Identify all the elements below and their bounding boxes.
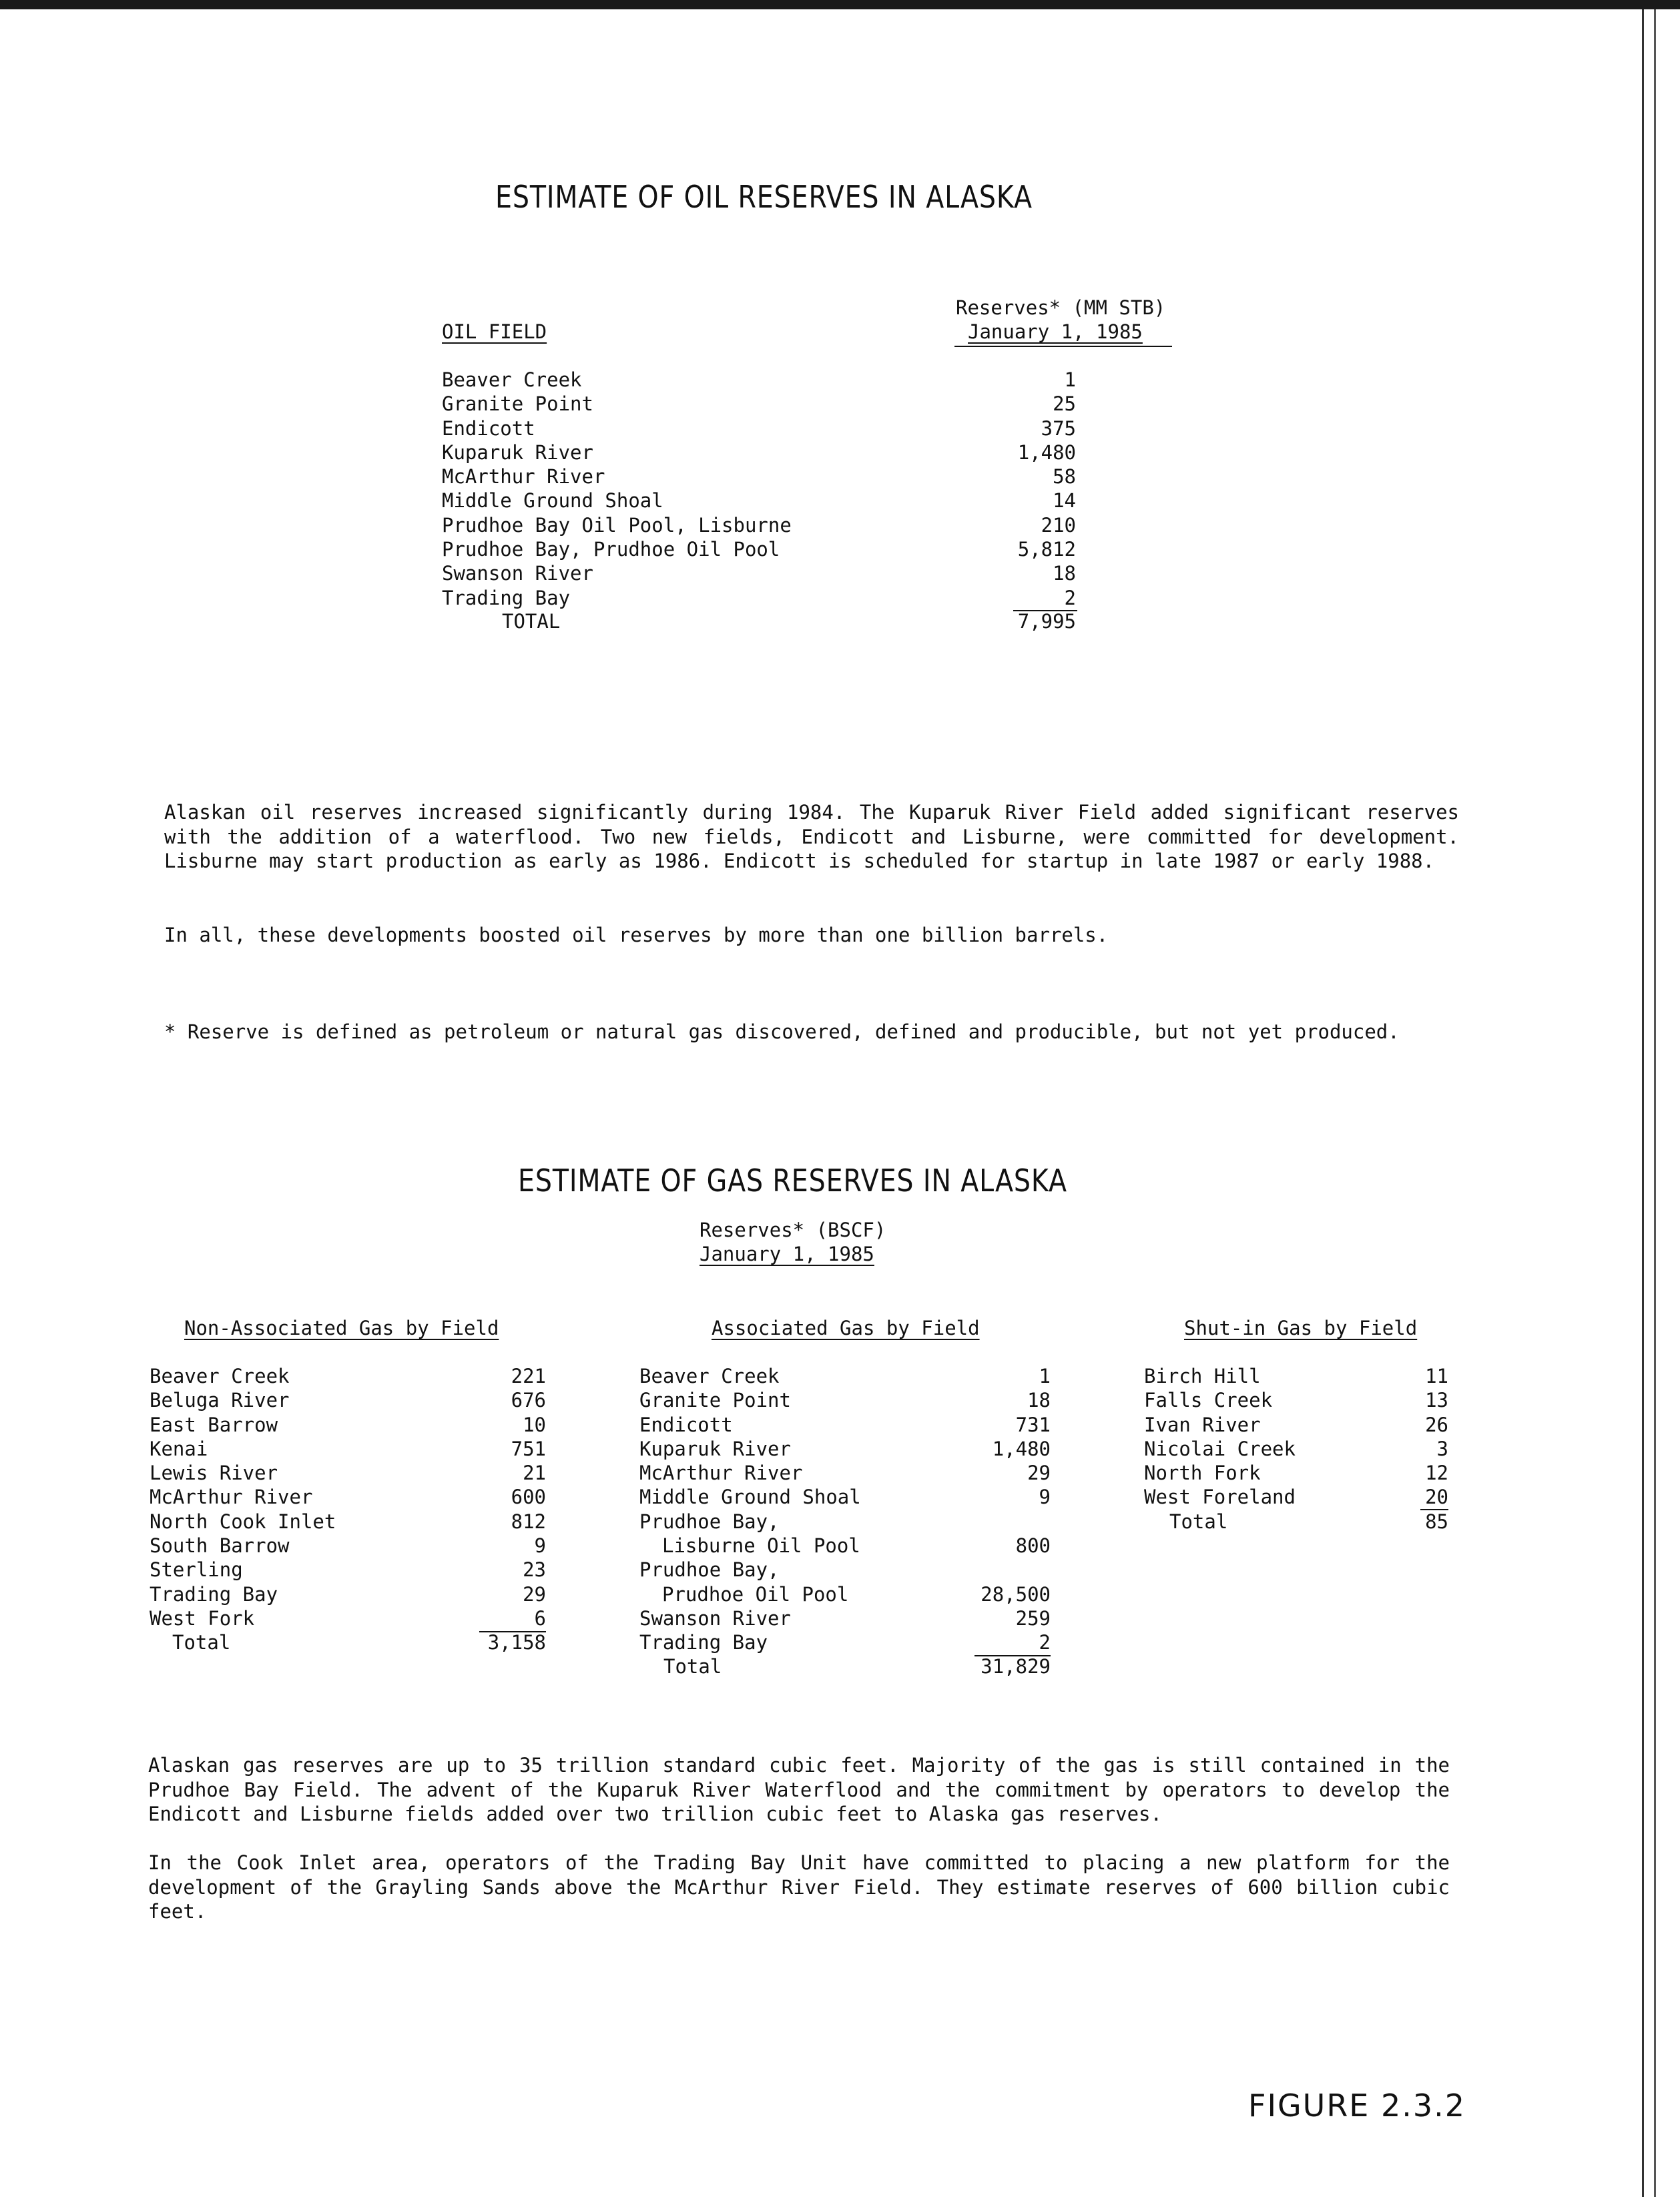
figure-label: FIGURE 2.3.2 xyxy=(1248,2088,1466,2124)
table-row xyxy=(639,1413,1051,1437)
table-row xyxy=(442,513,1076,537)
reserve-value: 20 xyxy=(1425,1486,1448,1509)
table-row xyxy=(1144,1388,1448,1412)
reserve-value: 676 xyxy=(511,1389,546,1412)
field-name: North Cook Inlet xyxy=(150,1510,336,1533)
field-name: Prudhoe Bay, Prudhoe Oil Pool xyxy=(442,538,780,561)
reserve-value: 21 xyxy=(523,1462,546,1485)
table-row xyxy=(639,1437,1051,1461)
oil-reserves-header-2: January 1, 1985 xyxy=(968,320,1143,343)
reserve-value: 5,812 xyxy=(1017,538,1076,561)
field-name: Sterling xyxy=(150,1558,243,1582)
field-name: Nicolai Creek xyxy=(1144,1437,1296,1460)
field-name: East Barrow xyxy=(150,1413,278,1436)
field-name: Prudhoe Bay Oil Pool, Lisburne xyxy=(442,513,792,537)
reserve-value: 800 xyxy=(1015,1534,1051,1558)
field-name: Endicott xyxy=(442,416,535,440)
oil-reserves-header-1: Reserves* (MM STB) xyxy=(956,296,1166,319)
oil-paragraph-2: In all, these developments boosted oil reserves by more than one billion barrels. xyxy=(164,924,1109,946)
shut-in-total-value: 85 xyxy=(1425,1510,1448,1533)
field-name: Birch Hill xyxy=(1144,1365,1261,1387)
table-row xyxy=(150,1388,546,1412)
associated-header: Associated Gas by Field xyxy=(712,1317,980,1339)
table-row xyxy=(639,1558,1051,1582)
non-associated-table xyxy=(150,1364,546,1630)
non-associated-header: Non-Associated Gas by Field xyxy=(184,1317,499,1339)
field-name: West Fork xyxy=(150,1606,255,1630)
gas-reserves-header-2: January 1, 1985 xyxy=(699,1243,874,1265)
reserve-value: 3 xyxy=(1436,1437,1448,1460)
field-name: Endicott xyxy=(639,1413,733,1436)
reserve-value: 259 xyxy=(1015,1606,1051,1630)
reserve-value: 29 xyxy=(1027,1462,1051,1485)
table-row xyxy=(639,1461,1051,1485)
field-name: Kuparuk River xyxy=(639,1437,791,1460)
field-name: Lewis River xyxy=(150,1462,278,1485)
table-row xyxy=(442,489,1076,513)
shut-in-table xyxy=(1144,1364,1448,1510)
table-row xyxy=(639,1534,1051,1558)
table-row xyxy=(442,464,1076,489)
table-row xyxy=(150,1510,546,1534)
field-name: North Fork xyxy=(1144,1462,1261,1485)
table-row xyxy=(639,1582,1051,1606)
shut-in-header: Shut-in Gas by Field xyxy=(1184,1317,1418,1339)
reserve-value: 18 xyxy=(1053,562,1076,585)
reserve-value: 1,480 xyxy=(1017,440,1076,464)
field-name: Middle Ground Shoal xyxy=(639,1486,861,1509)
reserve-value: 731 xyxy=(1015,1413,1051,1436)
oil-total-label: TOTAL xyxy=(502,610,561,633)
table-row xyxy=(150,1582,546,1606)
table-row xyxy=(442,416,1076,440)
table-row xyxy=(150,1413,546,1437)
field-name: Middle Ground Shoal xyxy=(442,489,663,513)
table-row xyxy=(150,1364,546,1388)
reserve-value: 6 xyxy=(534,1606,546,1630)
reserve-value: 2 xyxy=(1064,586,1076,609)
reserve-value: 2 xyxy=(1039,1631,1051,1654)
reserve-value: 221 xyxy=(511,1365,546,1387)
field-name: Ivan River xyxy=(1144,1413,1261,1436)
non-associated-total xyxy=(150,1630,546,1654)
table-row xyxy=(1144,1461,1448,1485)
table-row xyxy=(1144,1364,1448,1388)
field-name: McArthur River xyxy=(150,1486,313,1509)
gas-paragraph-2: In the Cook Inlet area, operators of the Trading Bay Unit have committed to placing a new platform for the development of the Grayling Sands above the McArthur River Field. They estimate reserves of 600 billion cubic feet. xyxy=(148,1851,1450,1923)
oil-field-header: OIL FIELD xyxy=(442,320,547,343)
reserve-value: 1,480 xyxy=(992,1437,1051,1460)
reserve-value: 29 xyxy=(523,1582,546,1606)
oil-total xyxy=(442,609,1076,633)
table-row xyxy=(150,1534,546,1558)
table-row xyxy=(150,1461,546,1485)
table-row xyxy=(442,586,1076,610)
reserve-value: 375 xyxy=(1041,416,1076,440)
reserve-value: 58 xyxy=(1053,465,1076,489)
non-associated-total-value: 3,158 xyxy=(487,1631,546,1654)
field-name: Swanson River xyxy=(442,562,593,585)
associated-table xyxy=(639,1364,1051,1655)
table-row xyxy=(639,1364,1051,1388)
table-row xyxy=(150,1558,546,1582)
reserve-value: 751 xyxy=(511,1437,546,1460)
field-name: Beaver Creek xyxy=(442,368,582,391)
associated-total xyxy=(639,1654,1051,1678)
field-name: West Foreland xyxy=(1144,1486,1296,1509)
field-name: South Barrow xyxy=(150,1534,290,1558)
field-name: Granite Point xyxy=(639,1389,791,1412)
table-row xyxy=(1144,1437,1448,1461)
field-name: Kuparuk River xyxy=(442,440,593,464)
scan-right-edge-2 xyxy=(1654,9,1656,2197)
table-row xyxy=(1144,1413,1448,1437)
reserve-value: 210 xyxy=(1041,513,1076,537)
reserve-value: 812 xyxy=(511,1510,546,1533)
reserve-value: 18 xyxy=(1027,1389,1051,1412)
table-row xyxy=(639,1510,1051,1534)
shut-in-total-label: Total xyxy=(1169,1510,1228,1533)
reserve-value: 600 xyxy=(511,1486,546,1509)
table-row xyxy=(150,1437,546,1461)
gas-paragraph-1: Alaskan gas reserves are up to 35 trillion standard cubic feet. Majority of the gas is still contained in the Prudhoe Bay Field. The advent of the Kuparuk River Waterflood and the commitment by operators to develop the Endicott and Lisburne fields added over two trillion cubic feet to Alaska gas reserves. xyxy=(148,1754,1450,1825)
table-row xyxy=(639,1606,1051,1630)
field-name: Prudhoe Bay, xyxy=(639,1510,780,1533)
field-name: Kenai xyxy=(150,1437,208,1460)
table-row xyxy=(639,1630,1051,1654)
field-name: Prudhoe Bay, xyxy=(639,1558,780,1582)
table-row xyxy=(442,368,1076,392)
reserve-value: 10 xyxy=(523,1413,546,1436)
reserve-value: 13 xyxy=(1425,1389,1448,1412)
reserve-value: 1 xyxy=(1064,368,1076,391)
oil-footnote: * Reserve is defined as petroleum or natural gas discovered, defined and producible, but not yet produced. xyxy=(164,1020,1400,1043)
shut-in-total xyxy=(1144,1510,1448,1534)
scan-right-edge xyxy=(1642,9,1644,2197)
reserve-value: 12 xyxy=(1425,1462,1448,1485)
table-row xyxy=(442,392,1076,416)
field-name: Beaver Creek xyxy=(150,1365,290,1387)
reserve-value: 11 xyxy=(1425,1365,1448,1387)
table-row xyxy=(639,1485,1051,1509)
table-row xyxy=(639,1388,1051,1412)
table-row xyxy=(442,440,1076,464)
associated-total-value: 31,829 xyxy=(981,1655,1051,1678)
field-name: Trading Bay xyxy=(442,586,571,609)
reserve-value: 1 xyxy=(1039,1365,1051,1387)
oil-title: ESTIMATE OF OIL RESERVES IN ALASKA xyxy=(495,179,1033,215)
reserve-value: 25 xyxy=(1053,392,1076,416)
gas-reserves-header-1: Reserves* (BSCF) xyxy=(699,1219,886,1241)
field-name: Lisburne Oil Pool xyxy=(662,1534,860,1558)
table-row xyxy=(442,561,1076,585)
field-name: Trading Bay xyxy=(639,1631,768,1654)
field-name: Beaver Creek xyxy=(639,1365,780,1387)
field-name: Swanson River xyxy=(639,1606,791,1630)
table-row xyxy=(150,1485,546,1509)
table-row xyxy=(150,1606,546,1630)
reserve-value: 9 xyxy=(534,1534,546,1558)
table-row xyxy=(442,537,1076,561)
reserve-value: 28,500 xyxy=(981,1582,1051,1606)
field-name: Granite Point xyxy=(442,392,593,416)
oil-header-rule xyxy=(954,346,1172,347)
field-name: McArthur River xyxy=(442,465,605,489)
field-name: Prudhoe Oil Pool xyxy=(662,1582,849,1606)
oil-paragraph-1: Alaskan oil reserves increased significantly during 1984. The Kuparuk River Field added significant reserves with the addition of a waterflood. Two new fields, Endicott and Lisburne, were committed for development. Lisburne may start production as early as 1986. Endicott is scheduled for startup in late 1987 or early 1988. xyxy=(164,801,1459,872)
oil-table xyxy=(442,368,1076,610)
field-name: Beluga River xyxy=(150,1389,290,1412)
field-name: Trading Bay xyxy=(150,1582,278,1606)
scan-top-edge xyxy=(0,0,1680,9)
reserve-value: 9 xyxy=(1039,1486,1051,1509)
oil-total-value: 7,995 xyxy=(1017,610,1076,633)
non-associated-total-label: Total xyxy=(172,1631,231,1654)
field-name: McArthur River xyxy=(639,1462,803,1485)
associated-total-label: Total xyxy=(663,1655,722,1678)
reserve-value: 23 xyxy=(523,1558,546,1582)
reserve-value: 14 xyxy=(1053,489,1076,513)
table-row xyxy=(1144,1485,1448,1509)
reserve-value: 26 xyxy=(1425,1413,1448,1436)
field-name: Falls Creek xyxy=(1144,1389,1273,1412)
gas-title: ESTIMATE OF GAS RESERVES IN ALASKA xyxy=(518,1163,1067,1199)
